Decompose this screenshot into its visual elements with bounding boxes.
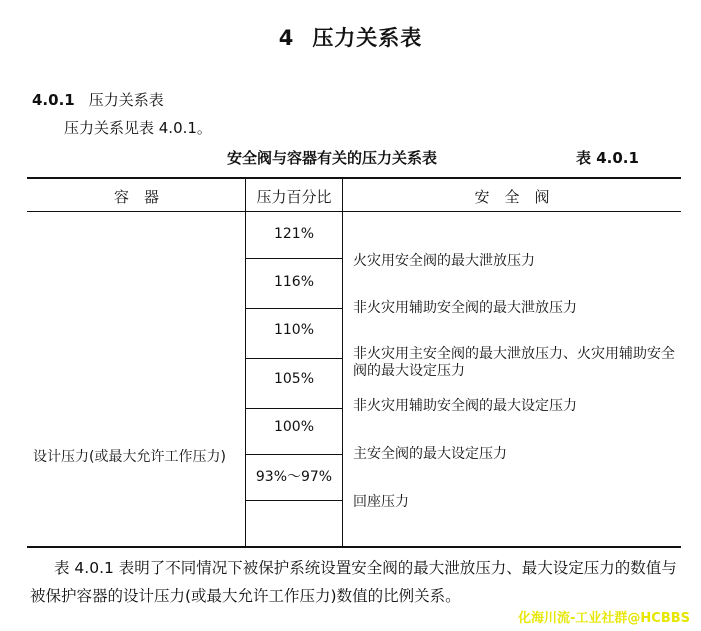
- percentage-cell: 121%: [273, 226, 315, 242]
- row-divider: [246, 258, 342, 259]
- description-cell: 回座压力: [353, 494, 409, 510]
- section-title: 压力关系表: [88, 91, 164, 109]
- column-divider-right: [342, 178, 343, 546]
- chapter-title-text: 压力关系表: [312, 26, 423, 50]
- row-divider: [246, 500, 342, 501]
- row-divider: [246, 308, 342, 309]
- table-top-rule: [27, 177, 681, 179]
- chapter-number: 4: [278, 26, 295, 50]
- table-number: 表 4.0.1: [576, 149, 639, 167]
- description-cell: 火灾用安全阀的最大泄放压力: [353, 253, 535, 269]
- header-percent: 压力百分比: [256, 188, 332, 206]
- header-rule: [27, 211, 681, 212]
- row-divider: [246, 454, 342, 455]
- description-cell: 主安全阀的最大设定压力: [353, 446, 507, 462]
- intro-text: 压力关系见表 4.0.1。: [64, 119, 212, 137]
- percentage-cell: 93%～97%: [255, 469, 333, 485]
- percentage-cell: 105%: [273, 371, 315, 387]
- header-vessel: 容 器: [113, 188, 159, 206]
- row-divider: [246, 408, 342, 409]
- body-paragraph: [30, 554, 690, 610]
- chapter-title: [0, 22, 701, 52]
- table-bottom-rule: [27, 546, 681, 548]
- percentage-cell: 116%: [273, 274, 315, 290]
- percentage-cell: 110%: [273, 322, 315, 338]
- description-cell: 非火灾用辅助安全阀的最大设定压力: [353, 398, 577, 414]
- table-caption: 安全阀与容器有关的压力关系表: [227, 149, 438, 167]
- watermark: 化海川流-工业社群@HCBBS: [518, 611, 690, 626]
- description-cell: 非火灾用辅助安全阀的最大泄放压力: [353, 300, 577, 316]
- vessel-cell: 设计压力(或最大允许工作压力): [33, 449, 226, 465]
- section-number: 4.0.1: [32, 91, 75, 109]
- description-cell: 非火灾用主安全阀的最大泄放压力、火灾用辅助安全阀的最大设定压力: [353, 346, 675, 379]
- header-valve: 安 全 阀: [474, 188, 550, 206]
- section-heading: [32, 89, 164, 110]
- body-text: 表 4.0.1 表明了不同情况下被保护系统设置安全阀的最大泄放压力、最大设定压力的数值与被保护容器的设计压力(或最大允许工作压力)数值的比例关系。: [30, 559, 677, 605]
- percentage-cell: 100%: [273, 419, 315, 435]
- row-divider: [246, 358, 342, 359]
